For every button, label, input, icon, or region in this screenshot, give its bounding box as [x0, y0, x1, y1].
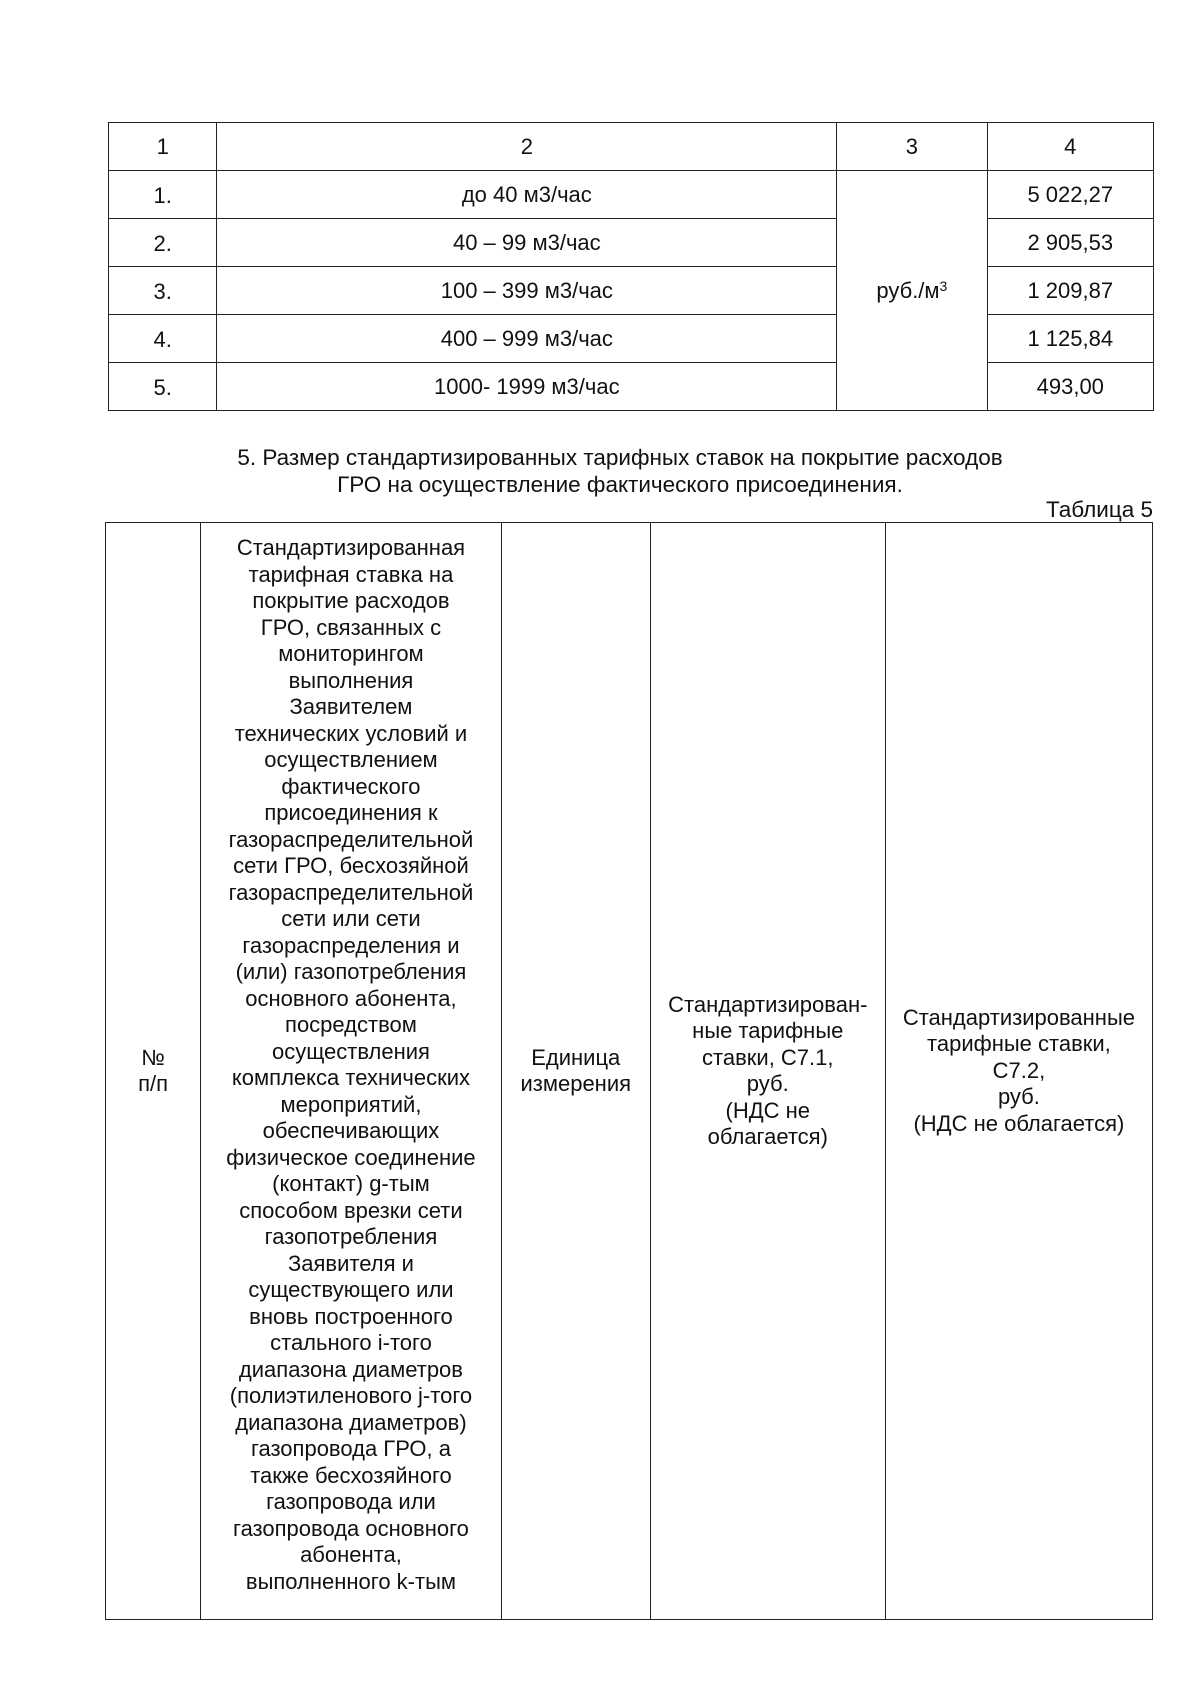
- row-number: 1.: [109, 171, 217, 219]
- row-number: 4.: [109, 315, 217, 363]
- table-row: [109, 267, 1154, 315]
- flow-range: до 40 м3/час: [217, 171, 837, 219]
- row-number: 2.: [109, 219, 217, 267]
- rate-value: 5 022,27: [987, 171, 1153, 219]
- table-row: [109, 363, 1154, 411]
- table-row: [109, 315, 1154, 363]
- unit-text: руб./м: [876, 277, 940, 303]
- flow-range: 1000- 1999 м3/час: [217, 363, 837, 411]
- flow-range: 400 – 999 м3/час: [217, 315, 837, 363]
- row-number: 3.: [109, 267, 217, 315]
- header-rate-c71: Стандартизирован- ные тарифные ставки, С7.1, руб. (НДС не облагается): [650, 523, 885, 1620]
- header-col-1: 1: [109, 123, 217, 171]
- header-unit: Единица измерения: [501, 523, 650, 1620]
- flow-range: 40 – 99 м3/час: [217, 219, 837, 267]
- rate-table-4: [108, 122, 1154, 411]
- table-label: Таблица 5: [1046, 497, 1153, 522]
- rate-value: 1 209,87: [987, 267, 1153, 315]
- header-col-3: 3: [837, 123, 987, 171]
- row-number: 5.: [109, 363, 217, 411]
- unit-superscript: 3: [939, 277, 948, 294]
- header-description: Стандартизированная тарифная ставка на покрытие расходов ГРО, связанных с мониторингом выполнения Заявителем технических условий и осуществлением фактического присоединения к газораспределительной сети ГРО, бесхозяйной газораспределительной сети или сети газораспределения и (или) газопотребления основного абонента, посредством осуществления комплекса технических мероприятий, обеспечивающих физическое соединение (контакт) g-тым способом врезки сети газопотребления Заявителя и существующего или вновь построенного стального i-того диапазона диаметров (полиэтиленового j-того диапазона диаметров) газопровода ГРО, а также бесхозяйного газопровода или газопровода основного абонента, выполненного k-тым: [201, 523, 502, 1620]
- rate-value: 2 905,53: [987, 219, 1153, 267]
- unit-cell: [837, 171, 987, 411]
- section-title: 5. Размер стандартизированных тарифных ставок на покрытие расходов ГРО на осуществление фактического присоединения.: [237, 445, 1003, 497]
- header-row-number: № п/п: [106, 523, 201, 1620]
- table-row: [109, 219, 1154, 267]
- table-header-row: [109, 123, 1154, 171]
- table-row: [109, 171, 1154, 219]
- rate-value: 493,00: [987, 363, 1153, 411]
- rate-table-5: [105, 522, 1153, 1620]
- header-rate-c72: Стандартизированные тарифные ставки, С7.2, руб. (НДС не облагается): [885, 523, 1152, 1620]
- rate-value: 1 125,84: [987, 315, 1153, 363]
- header-col-2: 2: [217, 123, 837, 171]
- table-header-row: [106, 523, 1153, 1620]
- header-col-4: 4: [987, 123, 1153, 171]
- flow-range: 100 – 399 м3/час: [217, 267, 837, 315]
